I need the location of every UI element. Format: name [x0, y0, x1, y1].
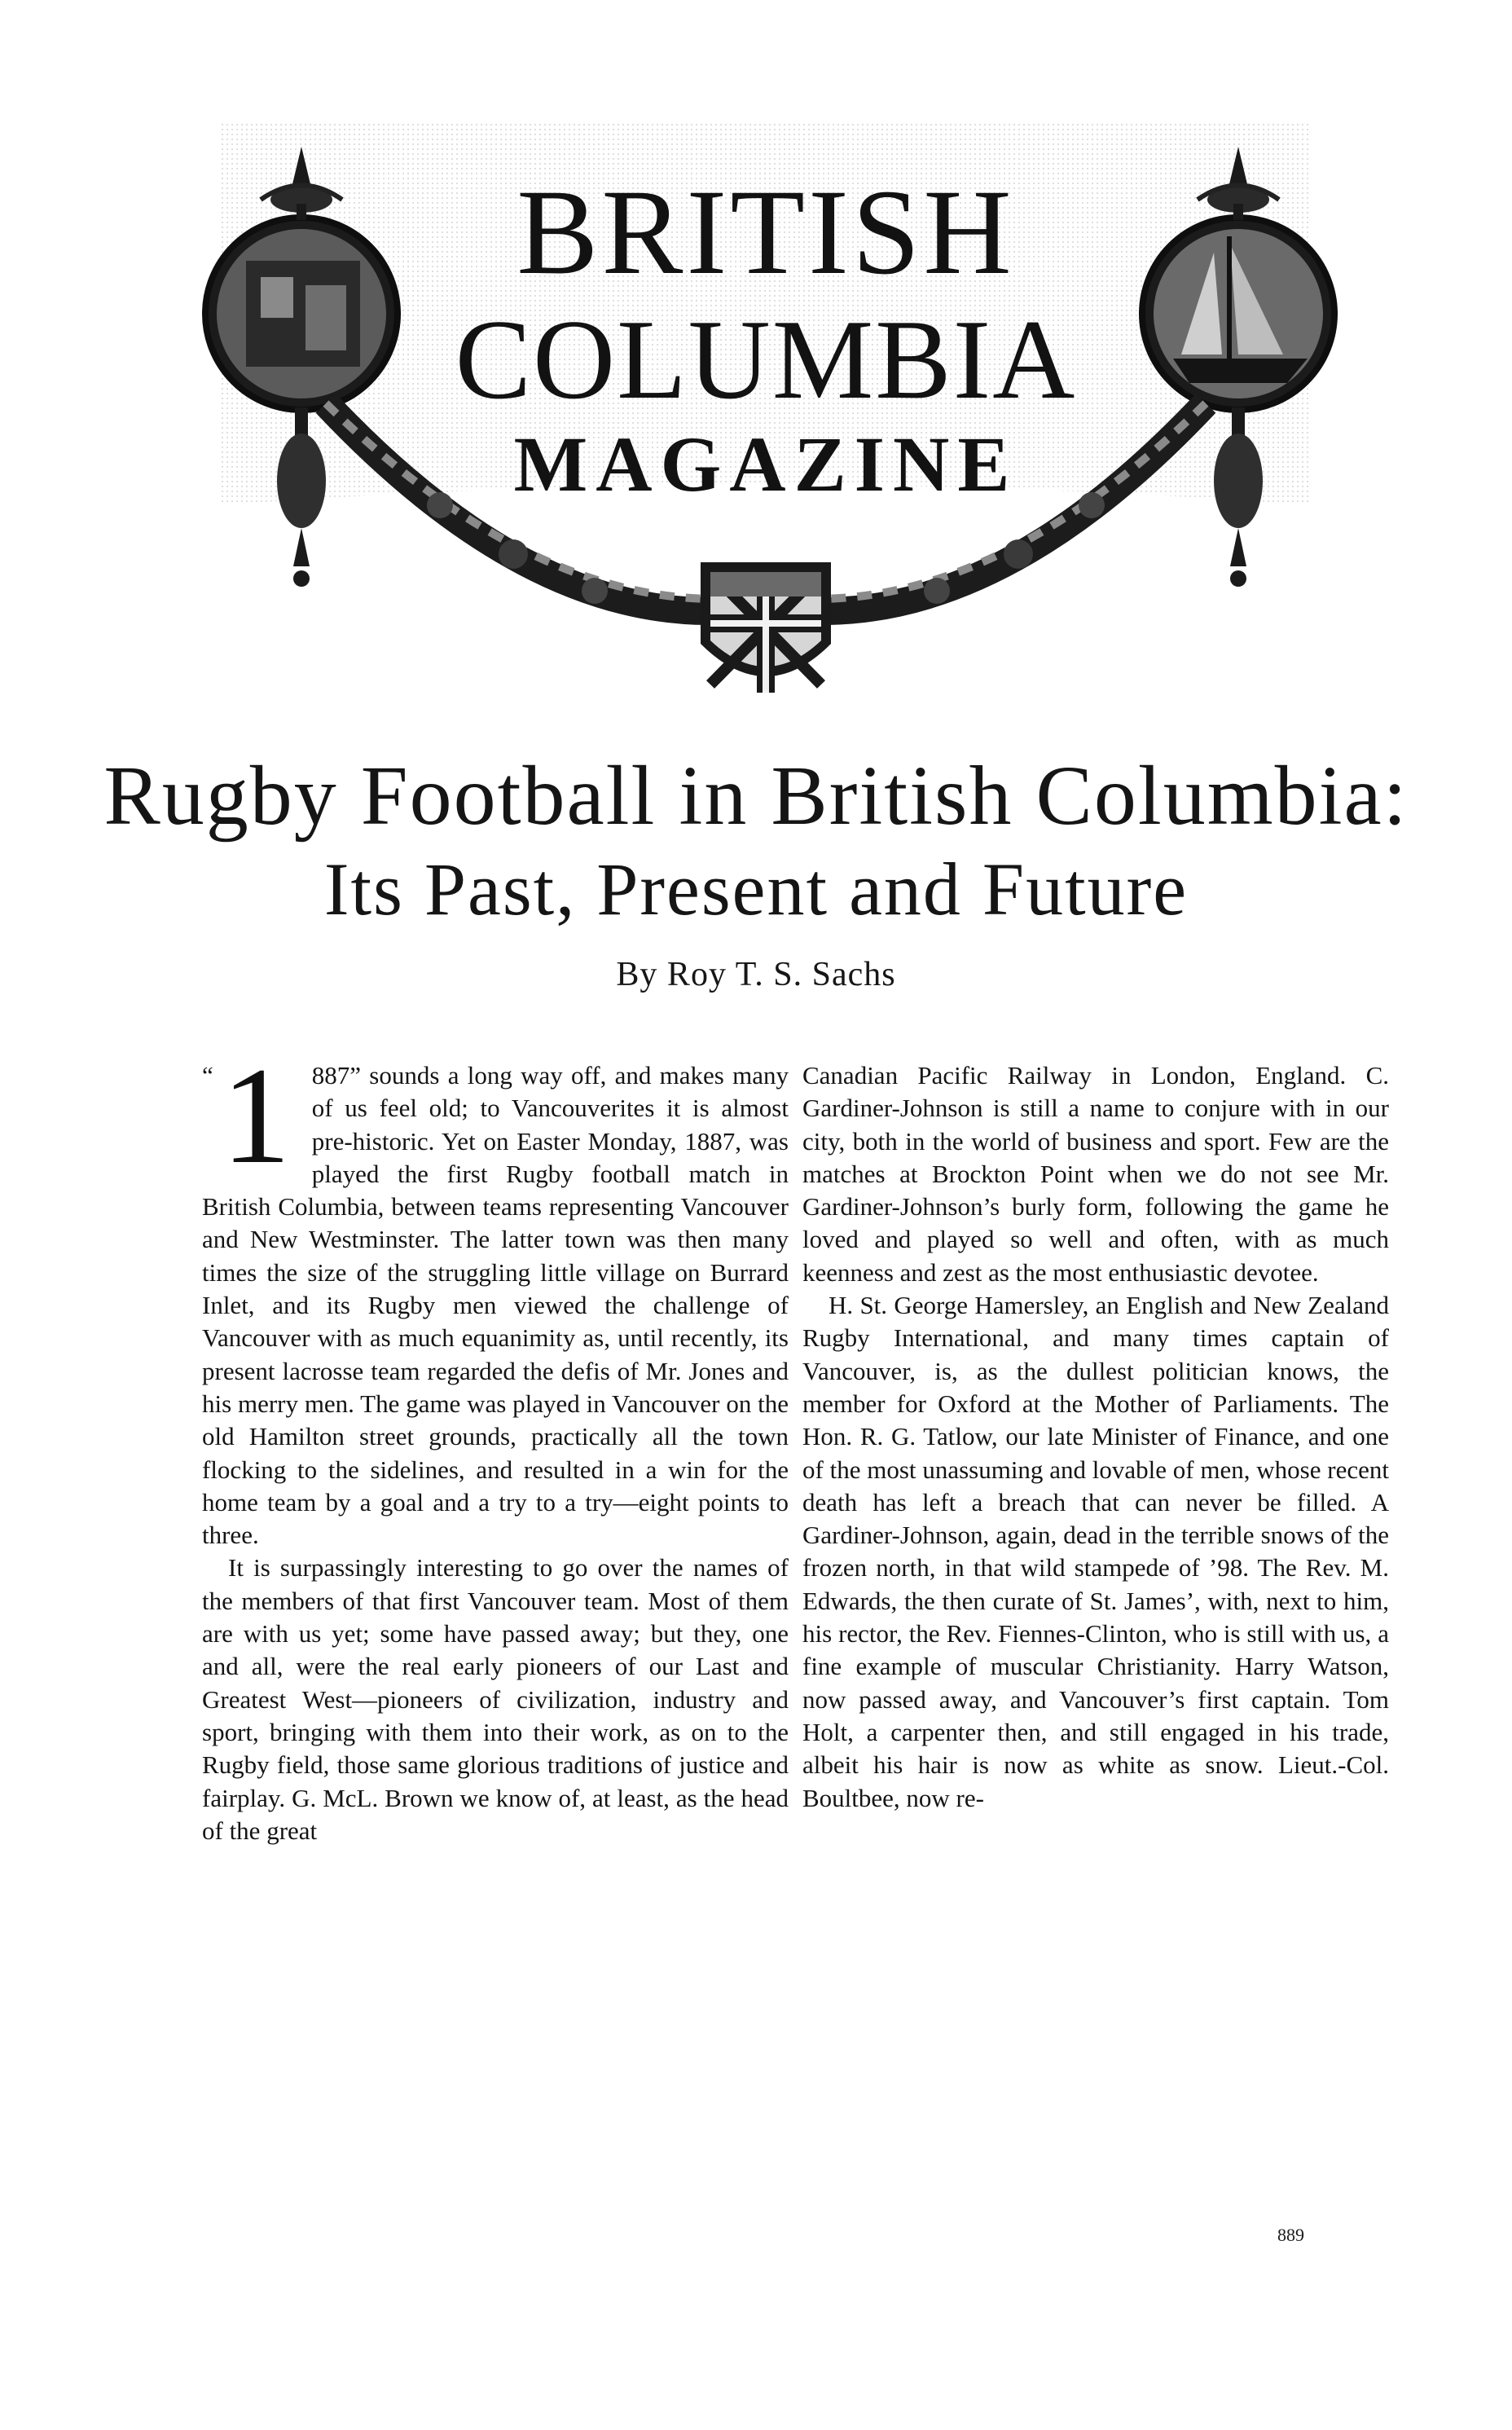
- article-title-line-1: Rugby Football in British Columbia:: [103, 749, 1409, 843]
- right-column: [802, 1059, 1389, 1815]
- paragraph: [202, 1039, 789, 1552]
- masthead: [171, 122, 1360, 709]
- article-title-line-2: Its Past, Present and Future: [323, 847, 1189, 931]
- paragraph: It is surpassingly interesting to go over the names of the members of that first Vancouver team. Most of them are with us yet; some have passed away; but they, one and all, were the real early pioneers of our Last and Greatest West—pioneers of civilization, industry and sport, bringing with them into their work, as on to the Rugby field, those same glorious traditions of justice and fairplay. G. McL. Brown we know of, at least, as the head of the great: [202, 1553, 789, 1845]
- masthead-columbia: COLUMBIA: [455, 297, 1077, 423]
- masthead-magazine: MAGAZINE: [513, 420, 1018, 508]
- left-column: [202, 1039, 789, 1847]
- drop-cap: 1: [221, 1039, 291, 1192]
- article-byline: By Roy T. S. Sachs: [616, 956, 896, 993]
- paragraph-text: 887” sounds a long way off, and makes many of us feel old; to Vancouverites it is almost pre-historic. Yet on Easter Monday, 1887, was played the first Rugby football match in British Columbia, between teams representing Vancouver and New Westminster. The latter town was then many times the size of the struggling little village on Burrard Inlet, and its Rugby men viewed the challenge of Vancouver with as much equanimity as, until recently, its present lacrosse team regarded the defis of Mr. Jones and his merry men. The game was played in Vancouver on the old Hamilton street grounds, practically all the town flocking to the sidelines, and resulted in a win for the home team by a goal and a try to a try—eight points to three.: [202, 1061, 789, 1550]
- paragraph: H. St. George Hamersley, an English and New Zealand Rugby International, and many times captain of Vancouver, is, as the dullest politician knows, the member for Oxford at the Mother of Parliaments. The Hon. R. G. Tatlow, our late Minister of Finance, and one of the most unassuming and lovable of men, whose recent death has left a breach that can never be filled. A Gardiner-Johnson, again, dead in the terrible snows of the frozen north, in that wild stampede of ’98. The Rev. M. Edwards, the then curate of St. James’, with, next to him, his rector, the Rev. Fiennes-Clinton, who is still with us, a fine example of muscular Christianity. Harry Watson, now passed away, and Vancouver’s first captain. Tom Holt, a carpenter then, and still engaged in his trade, albeit his hair is now as white as snow. Lieut.-Col. Boultbee, now re-: [802, 1291, 1389, 1812]
- page-number: 889: [1277, 2225, 1304, 2245]
- paragraph: Canadian Pacific Railway in London, England. C. Gardiner-Johnson is still a name to conjure with in our city, both in the world of business and sport. Few are the matches at Brockton Point when we do not see Mr. Gardiner-Johnson’s burly form, following the game he loved and played so well and often, with as much keenness and zest as the most enthusiastic devotee.: [802, 1061, 1389, 1287]
- masthead-british: BRITISH: [516, 165, 1015, 300]
- union-jack-shield: [701, 562, 831, 693]
- opening-quote: “: [202, 1061, 213, 1090]
